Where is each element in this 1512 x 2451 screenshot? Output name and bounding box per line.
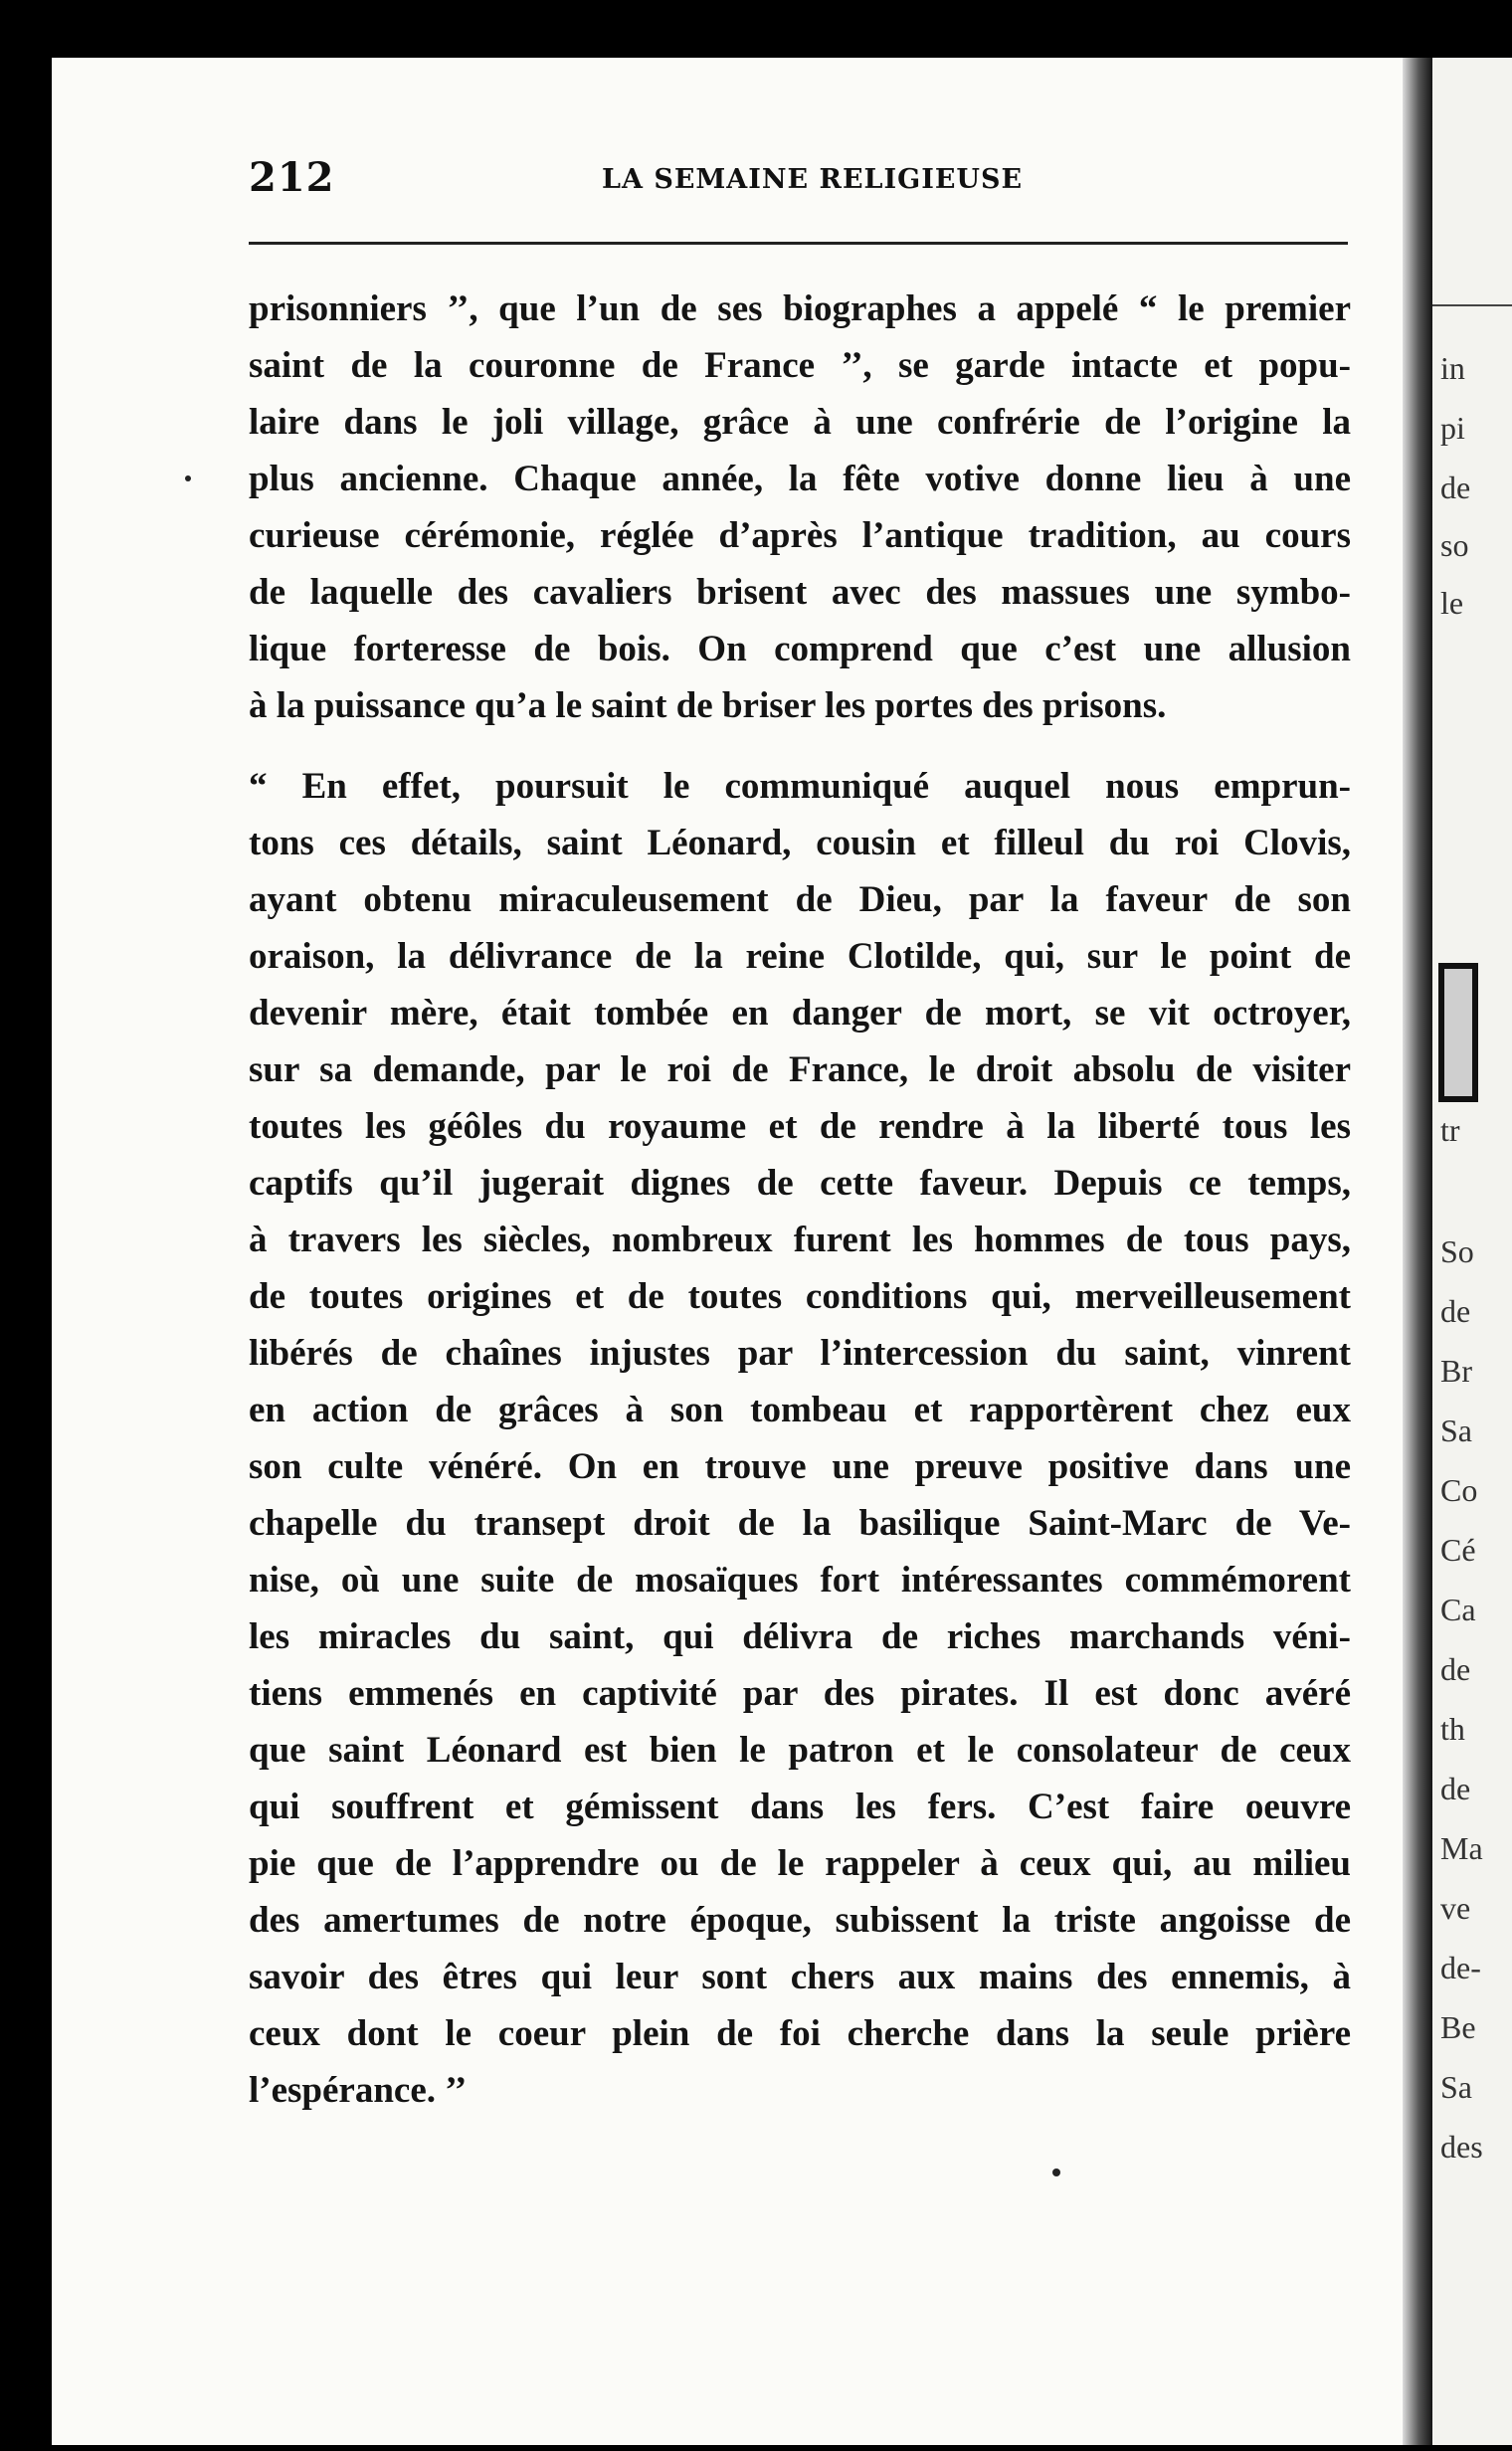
- text-line: plus ancienne. Chaque année, la fête votive donne lieu à une: [249, 459, 1351, 499]
- text-line: les miracles du saint, qui délivra de riches marchands véni-: [249, 1616, 1351, 1657]
- adjacent-page-fragment: So: [1440, 1233, 1474, 1269]
- running-title: LA SEMAINE RELIGIEUSE: [602, 164, 1024, 195]
- text-line: ayant obtenu miraculeusement de Dieu, par la faveur de son: [249, 879, 1351, 920]
- adjacent-page-fragment: de: [1440, 1651, 1471, 1687]
- page-header: [199, 154, 1353, 214]
- adjacent-page-fragment: th: [1440, 1711, 1465, 1747]
- text-line: tiens emmenés en captivité par des pirates. Il est donc avéré: [249, 1673, 1351, 1714]
- text-line: savoir des êtres qui leur sont chers aux mains des ennemis, à: [249, 1957, 1351, 1997]
- adjacent-page-fragment: de: [1440, 1293, 1471, 1329]
- text-line: “ En effet, poursuit le communiqué auquel nous emprun-: [249, 766, 1351, 807]
- text-line: des amertumes de notre époque, subissent la triste angoisse de: [249, 1900, 1351, 1941]
- body-text: [249, 281, 1351, 2119]
- adjacent-page-fragment: pi: [1440, 410, 1465, 446]
- text-line: prisonniers ’’, que l’un de ses biographes a appelé “ le premier: [249, 288, 1351, 329]
- text-line: laire dans le joli village, grâce à une confrérie de l’origine la: [249, 402, 1351, 443]
- text-line: devenir mère, était tombée en danger de mort, se vit octroyer,: [249, 993, 1351, 1034]
- text-line: tons ces détails, saint Léonard, cousin et filleul du roi Clovis,: [249, 823, 1351, 863]
- text-line: pie que de l’apprendre ou de le rappeler à ceux qui, au milieu: [249, 1843, 1351, 1884]
- text-line: saint de la couronne de France ’’, se garde intacte et popu-: [249, 345, 1351, 386]
- text-line: curieuse cérémonie, réglée d’après l’antique tradition, au cours: [249, 515, 1351, 556]
- text-line: libérés de chaînes injustes par l’intercession du saint, vinrent: [249, 1333, 1351, 1374]
- adjacent-page-fragment: Co: [1440, 1472, 1478, 1508]
- text-line: à travers les siècles, nombreux furent les hommes de tous pays,: [249, 1220, 1351, 1260]
- text-line: lique forteresse de bois. On comprend que c’est une allusion: [249, 629, 1351, 669]
- page-number: 212: [249, 154, 335, 201]
- adjacent-page-fragment: de: [1440, 1771, 1471, 1806]
- text-line: ceux dont le coeur plein de foi cherche dans la seule prière: [249, 2013, 1351, 2054]
- adjacent-page-fragment: Sa: [1440, 1413, 1472, 1448]
- text-line: captifs qu’il jugerait dignes de cette faveur. Depuis ce temps,: [249, 1163, 1351, 1204]
- adjacent-page-fragment: des: [1440, 2129, 1483, 2165]
- text-line: de toutes origines et de toutes conditions qui, merveilleusement: [249, 1276, 1351, 1317]
- text-line: en action de grâces à son tombeau et rapportèrent chez eux: [249, 1390, 1351, 1430]
- adjacent-page-fragment: Cé: [1440, 1532, 1476, 1568]
- text-line: que saint Léonard est bien le patron et le consolateur de ceux: [249, 1730, 1351, 1771]
- adjacent-page-fragment: so: [1440, 527, 1469, 563]
- adjacent-page-fragment: de-: [1440, 1950, 1481, 1985]
- adjacent-page-ornament: [1438, 963, 1478, 1102]
- scan-border: [0, 0, 1512, 58]
- paragraph-1: [249, 281, 1351, 734]
- adjacent-page-fragment: Br: [1440, 1353, 1472, 1389]
- adjacent-page-edge: [1432, 58, 1512, 2445]
- adjacent-page-fragment: tr: [1440, 1112, 1460, 1148]
- book-gutter: [1403, 58, 1432, 2445]
- adjacent-page-fragment: Be: [1440, 2009, 1476, 2045]
- text-line: de laquelle des cavaliers brisent avec des massues une symbo-: [249, 572, 1351, 613]
- scan-speck: [1052, 2168, 1060, 2176]
- text-line: oraison, la délivrance de la reine Clotilde, qui, sur le point de: [249, 936, 1351, 977]
- adjacent-page-fragment: ve: [1440, 1890, 1471, 1926]
- adjacent-page-fragment: Ma: [1440, 1830, 1483, 1866]
- text-line: à la puissance qu’a le saint de briser les portes des prisons.: [249, 685, 1167, 726]
- header-rule: [249, 242, 1348, 245]
- scan-speck: [185, 475, 191, 481]
- adjacent-page-fragment: in: [1440, 350, 1465, 386]
- text-line: chapelle du transept droit de la basilique Saint-Marc de Ve-: [249, 1503, 1351, 1544]
- adjacent-page-fragment: le: [1440, 585, 1464, 621]
- adjacent-page-fragment: Sa: [1440, 2069, 1472, 2105]
- paragraph-2: [249, 758, 1351, 2119]
- text-line: qui souffrent et gémissent dans les fers. C’est faire oeuvre: [249, 1787, 1351, 1827]
- adjacent-page-fragment: de: [1440, 470, 1471, 505]
- text-line: nise, où une suite de mosaïques fort intéressantes commémorent: [249, 1560, 1351, 1601]
- text-line: son culte vénéré. On en trouve une preuve positive dans une: [249, 1446, 1351, 1487]
- adjacent-page-rule: [1432, 304, 1512, 306]
- text-line: toutes les géôles du royaume et de rendre à la liberté tous les: [249, 1106, 1351, 1147]
- text-line: l’espérance. ’’: [249, 2070, 468, 2111]
- adjacent-page-fragment: Ca: [1440, 1592, 1476, 1627]
- text-line: sur sa demande, par le roi de France, le droit absolu de visiter: [249, 1049, 1351, 1090]
